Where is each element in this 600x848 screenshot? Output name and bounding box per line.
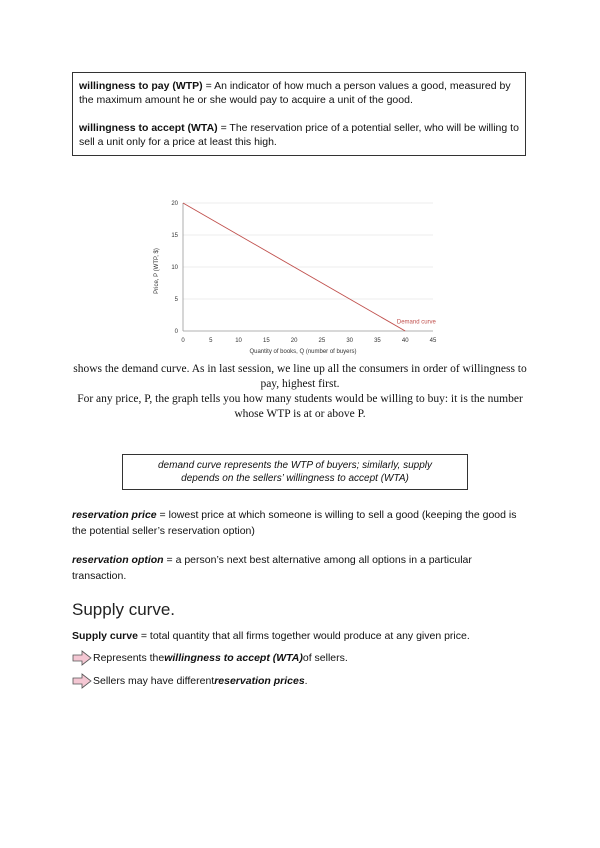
y-tick-label: 0	[174, 329, 178, 335]
y-axis-label: Price, P (WTP, $)	[154, 248, 160, 294]
x-tick-label: 0	[181, 338, 185, 344]
term-supply-curve: Supply curve	[72, 630, 138, 642]
bullet-item	[72, 673, 308, 689]
chart-grid	[183, 203, 433, 299]
y-tick-label: 5	[174, 297, 178, 303]
reservation-price-text: = lowest price at which someone is willing to sell a good (keeping the good is the potential seller’s reservation option)	[72, 509, 517, 537]
definition-wta-text: = The reservation price of a potential seller, who will be willing to sell a unit only for a price at least this high.	[79, 122, 519, 148]
x-tick-label: 40	[401, 338, 409, 344]
definition-wtp	[79, 79, 519, 107]
note-text: demand curve represents the WTP of buyers; similarly, supply depends on the sellers’ willingness to accept (WTA)	[158, 460, 432, 484]
y-tick-label: 15	[171, 233, 178, 239]
definition-wtp-text: = An indicator of how much a person values a good, measured by the maximum amount he or she would pay to acquire a unit of the good.	[79, 80, 511, 106]
supply-heading: Supply curve.	[72, 600, 175, 619]
supply-curve-text: = total quantity that all firms together would produce at any given price.	[137, 630, 470, 642]
y-tick-label: 10	[171, 265, 178, 271]
reservation-option-text: = a person’s next best alternative among all options in a particular transaction.	[72, 554, 472, 582]
reservation-option-definition	[72, 552, 528, 584]
bullet-item	[72, 650, 348, 666]
x-tick-label: 5	[209, 338, 213, 344]
bullet-pre: Sellers may have different	[93, 675, 215, 687]
caption-line-1: shows the demand curve. As in last session, we line up all the consumers in order of willingness to pay, highest first.	[73, 363, 527, 390]
x-tick-labels	[181, 338, 437, 344]
supply-curve-definition	[72, 628, 528, 644]
demand-chart	[148, 193, 448, 358]
bullet-post: of sellers.	[302, 652, 348, 664]
x-tick-label: 20	[290, 338, 298, 344]
x-tick-label: 15	[262, 338, 270, 344]
definition-wta	[79, 121, 519, 149]
arrow-right-icon	[72, 650, 92, 666]
x-tick-label: 25	[318, 338, 326, 344]
x-axis-label: Quantity of books, Q (number of buyers)	[249, 349, 357, 355]
x-tick-label: 10	[235, 338, 242, 344]
term-reservation-option: reservation option	[72, 554, 164, 566]
demand-curve-annotation: Demand curve	[396, 319, 436, 326]
note-box	[122, 454, 468, 490]
y-tick-labels	[171, 201, 178, 335]
term-wta: willingness to accept (WTA)	[79, 122, 218, 134]
term-reservation-price: reservation price	[72, 509, 157, 521]
y-tick-label: 20	[171, 201, 178, 207]
x-tick-label: 45	[429, 338, 437, 344]
bullet-post: .	[304, 675, 308, 687]
arrow-right-icon	[72, 673, 92, 689]
term-wtp: willingness to pay (WTP)	[79, 80, 203, 92]
bullet-pre: Represents the	[93, 652, 165, 664]
x-tick-label: 30	[346, 338, 354, 344]
bullet-term: reservation prices	[214, 675, 305, 687]
reservation-price-definition	[72, 507, 528, 539]
caption-line-2: For any price, P, the graph tells you how many students would be willing to buy: it is the number whose WTP is at or above P.	[77, 393, 523, 420]
x-tick-label: 35	[374, 338, 381, 344]
bullet-term: willingness to accept (WTA)	[164, 652, 303, 664]
definitions-box	[72, 72, 526, 156]
chart-caption	[72, 362, 528, 422]
